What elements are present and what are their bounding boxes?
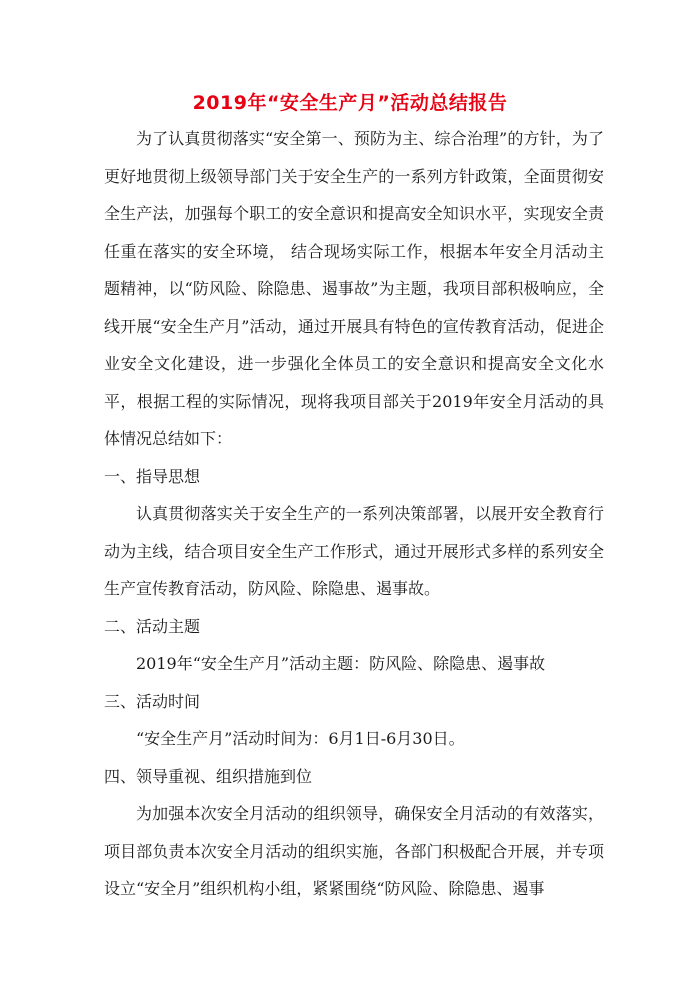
section-heading-leadership: 四、领导重视、组织措施到位: [104, 766, 313, 786]
document-body: [104, 120, 604, 908]
section-text-leadership: 为加强本次安全月活动的组织领导，确保安全月活动的有效落实，项目部负责本次安全月活动的组织实施，各部门积极配合开展，并专项设立“安全月”组织机构小组，紧紧围绕“防风险、除隐患、遏事: [104, 804, 604, 898]
section-text-activity-time: “安全生产月”活动时间为：6月1日-6月30日。: [136, 729, 465, 748]
section-text-guiding-ideology: 认真贯彻落实关于安全生产的一系列决策部署，以展开安全教育行动为主线，结合项目安全生产工作形式，通过开展形式多样的系列安全生产宣传教育活动，防风险、除隐患、遏事故。: [104, 504, 604, 598]
section-heading-activity-theme: 二、活动主题: [104, 616, 201, 636]
section-heading-guiding-ideology: 一、指导思想: [104, 466, 201, 486]
section-text-activity-theme: 2019年“安全生产月”活动主题：防风险、除隐患、遏事故: [136, 654, 546, 673]
document-title: 2019年“安全生产月”活动总结报告: [192, 92, 508, 114]
intro-paragraph: 为了认真贯彻落实“安全第一、预防为主、综合治理”的方针，为了更好地贯彻上级领导部门关于安全生产的一系列方针政策，全面贯彻安全生产法，加强每个职工的安全意识和提高安全知识水平，实现安全责任重在落实的安全环境， 结合现场实际工作，根据本年安全月活动主题精神，以“防风险、除隐患、遏事故”为主题，我项目部积极响应，全线开展“安全生产月”活动，通过开展具有特色的宣传教育活动，促进企业安全文化建设，进一步强化全体员工的安全意识和提高安全文化水平，根据工程的实际情况，现将我项目部关于2019年安全月活动的具体情况总结如下：: [104, 129, 604, 448]
section-heading-activity-time: 三、活动时间: [104, 691, 201, 711]
